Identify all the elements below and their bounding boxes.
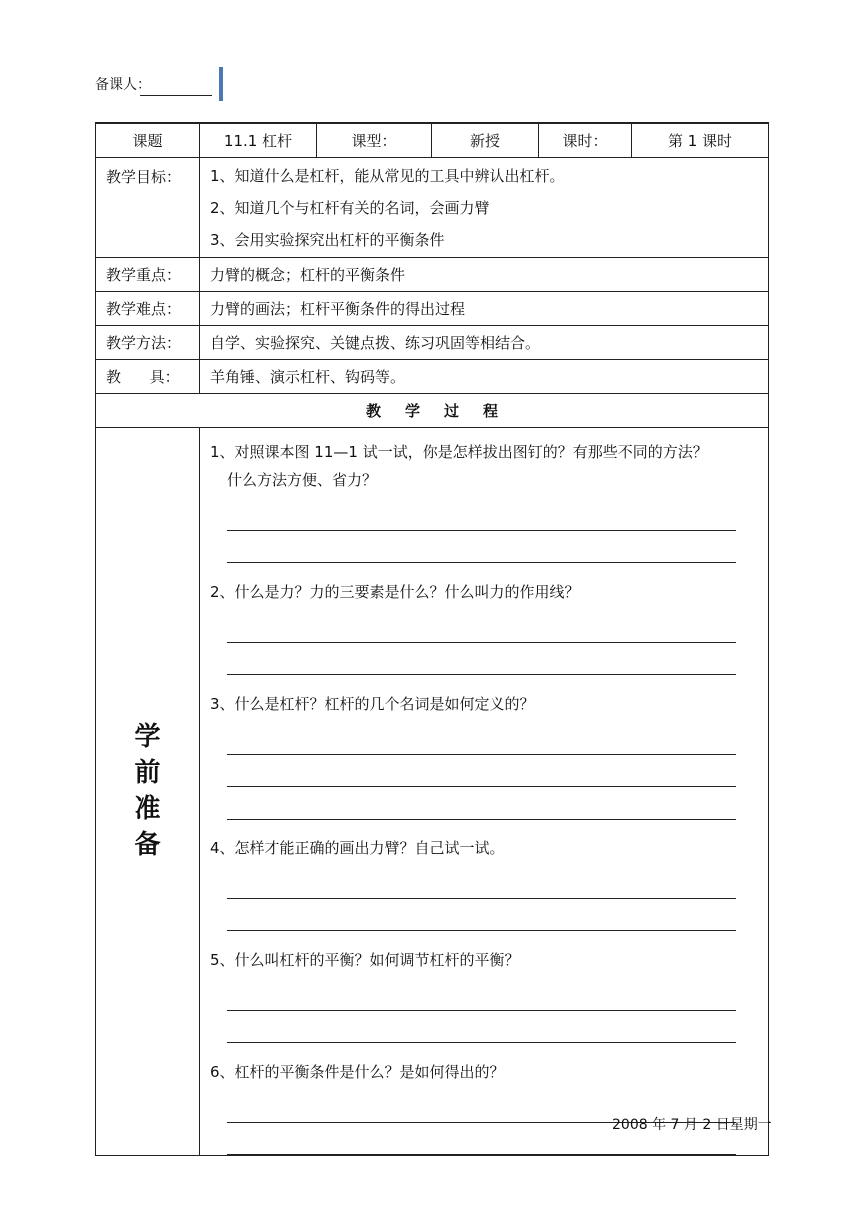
methods-label: 教学方法：	[96, 325, 200, 359]
topic-row	[96, 123, 769, 157]
answer-line	[227, 898, 736, 899]
difficulties-label: 教学难点：	[96, 291, 200, 325]
question-5: 5、什么叫杠杆的平衡？如何调节杠杆的平衡？	[210, 950, 520, 969]
question-1-continued: 什么方法方便、省力？	[227, 470, 378, 489]
answer-line	[227, 930, 736, 931]
methods-row	[96, 325, 769, 359]
preparer-label: 备课人：	[95, 77, 151, 93]
answer-line	[227, 562, 736, 563]
lesson-plan-table	[95, 122, 769, 1156]
answer-line	[227, 819, 736, 820]
goal-item: 1、知道什么是杠杆，能从常见的工具中辨认出杠杆。	[210, 166, 565, 185]
preparer-blank-line	[140, 95, 212, 96]
goals-content	[200, 157, 769, 257]
prep-label-char: 备	[134, 830, 161, 860]
question-4: 4、怎样才能正确的画出力臂？自己试一试。	[210, 838, 505, 857]
answer-line	[227, 1010, 736, 1011]
answer-line	[227, 674, 736, 675]
question-6: 6、杠杆的平衡条件是什么？是如何得出的？	[210, 1062, 505, 1081]
period-value: 第 1 课时	[632, 123, 769, 157]
process-title: 教学过程	[96, 393, 769, 427]
goal-item: 2、知道几个与杠杆有关的名词，会画力臂	[210, 198, 490, 217]
key-points-label: 教学重点：	[96, 257, 200, 291]
tools-value: 羊角锤、演示杠杆、钩码等。	[200, 359, 769, 393]
topic-value: 11.1 杠杆	[200, 123, 317, 157]
answer-line	[227, 530, 736, 531]
type-label: 课型：	[317, 123, 432, 157]
prep-label-char: 学	[134, 722, 161, 752]
prep-row	[96, 427, 769, 1155]
text-cursor-bar	[219, 67, 223, 101]
prep-label-char: 前	[134, 758, 161, 788]
prep-section-label	[96, 427, 200, 1155]
answer-line	[227, 754, 736, 755]
answer-line	[227, 642, 736, 643]
goals-row	[96, 157, 769, 257]
difficulties-row	[96, 291, 769, 325]
tools-row	[96, 359, 769, 393]
footer-date: 2008 年 7 月 2 日星期一	[612, 1117, 772, 1133]
difficulties-value: 力臂的画法；杠杆平衡条件的得出过程	[200, 291, 769, 325]
period-label: 课时：	[539, 123, 632, 157]
goals-label: 教学目标：	[96, 157, 200, 257]
tools-label: 教 具：	[96, 359, 200, 393]
process-title-row	[96, 393, 769, 427]
prep-label-char: 准	[134, 794, 161, 824]
question-1: 1、对照课本图 11—1 试一试，你是怎样拔出图钉的？有那些不同的方法？	[210, 442, 708, 461]
answer-line	[227, 1154, 736, 1155]
methods-value: 自学、实验探究、关键点拨、练习巩固等相结合。	[200, 325, 769, 359]
question-3: 3、什么是杠杆？杠杆的几个名词是如何定义的？	[210, 694, 535, 713]
key-points-row	[96, 257, 769, 291]
answer-line	[227, 786, 736, 787]
prep-questions	[200, 427, 769, 1155]
answer-line	[227, 1042, 736, 1043]
topic-label: 课题	[96, 123, 200, 157]
key-points-value: 力臂的概念；杠杆的平衡条件	[200, 257, 769, 291]
goal-item: 3、会用实验探究出杠杆的平衡条件	[210, 230, 445, 249]
type-value: 新授	[432, 123, 539, 157]
question-2: 2、什么是力？力的三要素是什么？什么叫力的作用线？	[210, 582, 580, 601]
